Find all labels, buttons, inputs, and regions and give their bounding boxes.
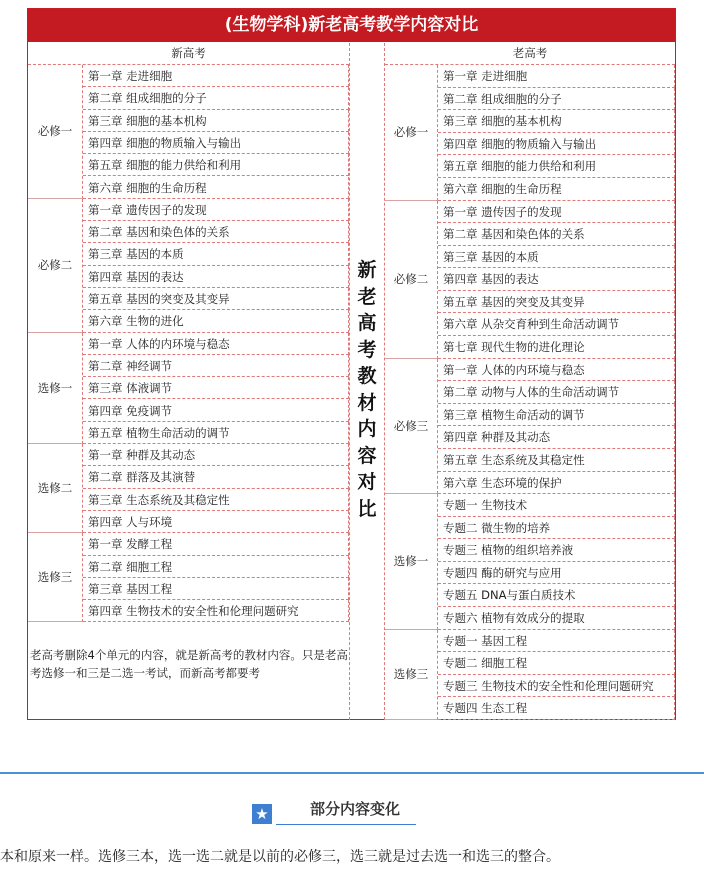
module-label: 必修三: [385, 359, 438, 495]
chapter-row: 第四章 细胞的物质输入与输出: [83, 132, 349, 154]
center-vertical-title: [349, 257, 385, 522]
new-exam-header: 新高考: [28, 43, 349, 65]
chapter-row: 第五章 植物生命活动的调节: [83, 422, 349, 444]
center-title-char: 教: [357, 365, 377, 387]
chapter-row: 第六章 细胞的生命历程: [438, 178, 675, 201]
center-title-char: 材: [357, 391, 377, 414]
module-label: 必修一: [385, 65, 438, 201]
module-label: 必修二: [385, 201, 438, 359]
chapter-row: 第五章 细胞的能力供给和利用: [83, 154, 349, 176]
chapter-row: 专题一 基因工程: [438, 630, 675, 653]
section-header: [252, 796, 416, 828]
chapter-row: 第四章 种群及其动态: [438, 426, 675, 449]
chapter-row: 第六章 细胞的生命历程: [83, 177, 349, 199]
chapter-row: 第二章 细胞工程: [83, 556, 349, 578]
chapter-row: 第一章 人体的内环境与稳态: [438, 359, 675, 382]
module-label: 选修二: [28, 444, 83, 533]
chapter-row: 第四章 细胞的物质输入与输出: [438, 133, 675, 156]
center-title-char: 新: [357, 259, 377, 281]
chapter-row: 第三章 细胞的基本机构: [83, 110, 349, 132]
center-title-char: 对: [357, 471, 377, 493]
chapter-row: 第三章 生态系统及其稳定性: [83, 489, 349, 511]
module-label: 必修一: [28, 65, 83, 199]
chapter-row: 第四章 人与环境: [83, 511, 349, 533]
module-label: 选修一: [28, 333, 83, 445]
center-title-char: 老: [357, 285, 377, 308]
chapter-row: 第一章 人体的内环境与稳态: [83, 333, 349, 355]
chapter-row: 第一章 走进细胞: [438, 65, 675, 88]
chapter-row: 专题六 植物有效成分的提取: [438, 607, 675, 630]
chapter-row: 第六章 从杂交育种到生命活动调节: [438, 313, 675, 336]
chapter-row: 第一章 遗传因子的发现: [83, 199, 349, 221]
chapter-row: 第二章 基因和染色体的关系: [83, 221, 349, 243]
chapter-row: 专题四 生态工程: [438, 697, 675, 720]
chapter-row: 专题二 细胞工程: [438, 652, 675, 675]
chapter-row: 第一章 走进细胞: [83, 65, 349, 87]
chapter-row: 第五章 基因的突变及其变异: [83, 288, 349, 310]
center-title-char: 高: [357, 312, 377, 334]
module-label: 选修一: [385, 494, 438, 630]
chapter-row: 专题四 酶的研究与应用: [438, 562, 675, 585]
chapter-row: 第一章 种群及其动态: [83, 444, 349, 466]
chapter-row: 第五章 基因的突变及其变异: [438, 291, 675, 314]
chapter-row: 专题三 生物技术的安全性和伦理问题研究: [438, 675, 675, 698]
chapter-row: 专题一 生物技术: [438, 494, 675, 517]
module-label: 选修三: [28, 533, 83, 622]
center-title-char: 容: [357, 444, 377, 467]
chapter-row: 第三章 植物生命活动的调节: [438, 404, 675, 427]
chapter-row: 第三章 细胞的基本机构: [438, 110, 675, 133]
chapter-row: 第三章 体液调节: [83, 377, 349, 399]
star-icon: ★: [252, 804, 272, 824]
module-label: 必修二: [28, 199, 83, 333]
chapter-row: 第四章 免疫调节: [83, 400, 349, 422]
chapter-row: 第二章 动物与人体的生命活动调节: [438, 381, 675, 404]
chapter-row: 第三章 基因的本质: [83, 243, 349, 265]
chapter-row: 第三章 基因工程: [83, 578, 349, 600]
chapter-row: 专题五 DNA与蛋白质技术: [438, 584, 675, 607]
section-separator: [0, 772, 704, 774]
note-text: 老高考删除4个单元的内容，就是新高考的教材内容。只是老高考选修一和三是二选一考试，而新高考都要考: [30, 648, 348, 680]
section-title: 部分内容变化: [310, 800, 401, 818]
chapter-row: 第二章 组成细胞的分子: [83, 87, 349, 109]
chapter-row: 第一章 遗传因子的发现: [438, 201, 675, 224]
chapter-row: 第七章 现代生物的进化理论: [438, 336, 675, 359]
chapter-row: 第三章 基因的本质: [438, 246, 675, 269]
chapter-row: 专题三 植物的组织培养液: [438, 539, 675, 562]
center-title-char: 内: [357, 418, 377, 440]
center-title-char: 考: [357, 338, 377, 361]
center-title-char: 比: [357, 497, 377, 520]
body-paragraph: 本和原来一样。选修三本，选一选二就是以前的必修三，选三就是过去选一和选三的整合。: [0, 849, 560, 865]
table-title: (生物学科)新老高考教学内容对比: [28, 9, 675, 42]
chapter-row: 第四章 基因的表达: [83, 266, 349, 288]
chapter-row: 第二章 组成细胞的分子: [438, 88, 675, 111]
chapter-row: 第五章 细胞的能力供给和利用: [438, 155, 675, 178]
chapter-row: 第四章 基因的表达: [438, 268, 675, 291]
chapter-row: 第六章 生态环境的保护: [438, 472, 675, 495]
module-label: 选修三: [385, 630, 438, 720]
chapter-row: 第二章 群落及其演替: [83, 466, 349, 488]
section-underline: [276, 824, 416, 825]
old-exam-header: 老高考: [385, 43, 675, 65]
chapter-row: 第二章 基因和染色体的关系: [438, 223, 675, 246]
chapter-row: 第一章 发酵工程: [83, 533, 349, 555]
chapter-row: 专题二 微生物的培养: [438, 517, 675, 540]
comparison-table: [27, 8, 676, 720]
chapter-row: 第六章 生物的进化: [83, 310, 349, 332]
chapter-row: 第四章 生物技术的安全性和伦理问题研究: [83, 600, 349, 622]
chapter-row: 第五章 生态系统及其稳定性: [438, 449, 675, 472]
chapter-row: 第二章 神经调节: [83, 355, 349, 377]
